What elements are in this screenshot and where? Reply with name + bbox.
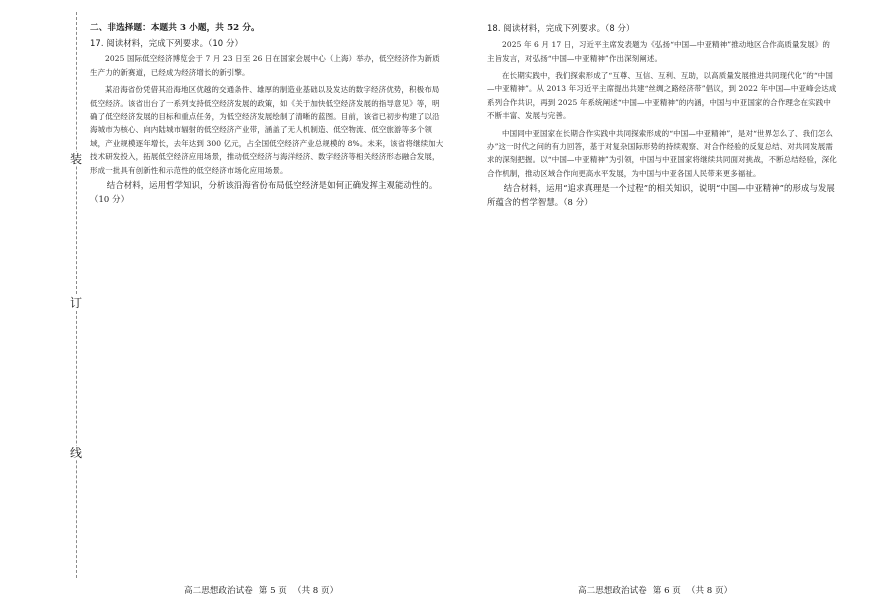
left-page — [90, 22, 444, 206]
question-17-heading: 17. 阅读材料，完成下列要求。（10 分） — [90, 38, 243, 49]
q17-material-paragraph-2: 某沿海省份凭借其沿海地区优越的交通条件、雄厚的制造业基础以及发达的数字经济优势，积极布局低空经济。该省出台了一系列支持低空经济发展的政策，如《关于加快低空经济发展的指导意见》等，明确了低空经济发展的目标和重点任务，为低空经济发展绘制了清晰的蓝图。目前，该省已初步构建了以沿海城市为核心、向内陆城市辐射的低空经济产业带，涵盖了无人机制造、低空物流、低空旅游等多个领域，产业规模逐年增长，去年达到 300 亿元，占全国低空经济产业总规模的 8%。未来，该省将继续加大技术研发投入，拓展低空经济应用场景，推动低空经济与海洋经济、数字经济等相关经济形态融合发展，形成一批具有创新性和示范性的低空经济市场化应用场景。 — [90, 85, 444, 175]
right-page-footer — [578, 584, 738, 596]
binding-line — [76, 12, 77, 578]
section-title: 二、非选择题：本题共 3 小题，共 52 分。 — [90, 23, 260, 33]
footer-subject: 高二思想政治试卷 — [184, 586, 253, 596]
binding-char-ding: 订 — [66, 296, 86, 310]
binding-char-xian: 线 — [66, 446, 86, 460]
binding-char-zhuang: 装 — [66, 152, 86, 166]
footer-total-pages: （共 8 页） — [686, 586, 733, 596]
q18-requirement: 结合材料，运用“追求真理是一个过程”的相关知识，说明“中国—中亚精神”的形成与发展所蕴含的哲学智慧。（8 分） — [487, 183, 835, 208]
q18-material-paragraph-2: 在长期实践中，我们探索形成了“互尊、互信、互利、互助，以高质量发展推进共同现代化”的“中国—中亚精神”。从 2013 年习近平主席提出共建“丝绸之路经济带”倡议，到 2022 年中国—中亚峰会达成系列合作共识，再到 2025 年系统阐述“中国—中亚精神”的内涵，中国与中亚国家的合作理念在实践中不断丰富、发展与完善。 — [487, 71, 837, 121]
left-page-footer — [184, 584, 344, 596]
footer-page-number: 第 6 页 — [652, 586, 681, 596]
q17-requirement: 结合材料，运用哲学知识，分析该沿海省份布局低空经济是如何正确发挥主观能动性的。（10 分） — [90, 180, 438, 205]
footer-page-number: 第 5 页 — [258, 586, 287, 596]
right-page — [487, 22, 837, 209]
question-18-heading: 18. 阅读材料，完成下列要求。（8 分） — [487, 23, 635, 33]
footer-total-pages: （共 8 页） — [292, 586, 339, 596]
footer-subject: 高二思想政治试卷 — [578, 586, 647, 596]
q18-material-paragraph-1: 2025 年 6 月 17 日，习近平主席发表题为《弘扬“中国—中亚精神”推动地区合作高质量发展》的主旨发言，对弘扬“中国—中亚精神”作出深刻阐述。 — [487, 40, 830, 63]
q18-material-paragraph-3: 中国同中亚国家在长期合作实践中共同探索形成的“中国—中亚精神”，是对“世界怎么了、我们怎么办”这一时代之问的有力回答，基于对复杂国际形势的持续观察、对合作经验的反复总结、对共同发展需求的深刻把握。以“中国—中亚精神”为引领，中国与中亚国家将继续共同面对挑战，不断总结经验，深化合作机制，推动区域合作向更高水平发展，为中国与中亚各国人民带来更多福祉。 — [487, 128, 837, 178]
q17-material-paragraph-1: 2025 国际低空经济博览会于 7 月 23 日至 26 日在国家会展中心（上海）举办，低空经济作为新质生产力的新赛道，已经成为经济增长的新引擎。 — [90, 54, 440, 77]
